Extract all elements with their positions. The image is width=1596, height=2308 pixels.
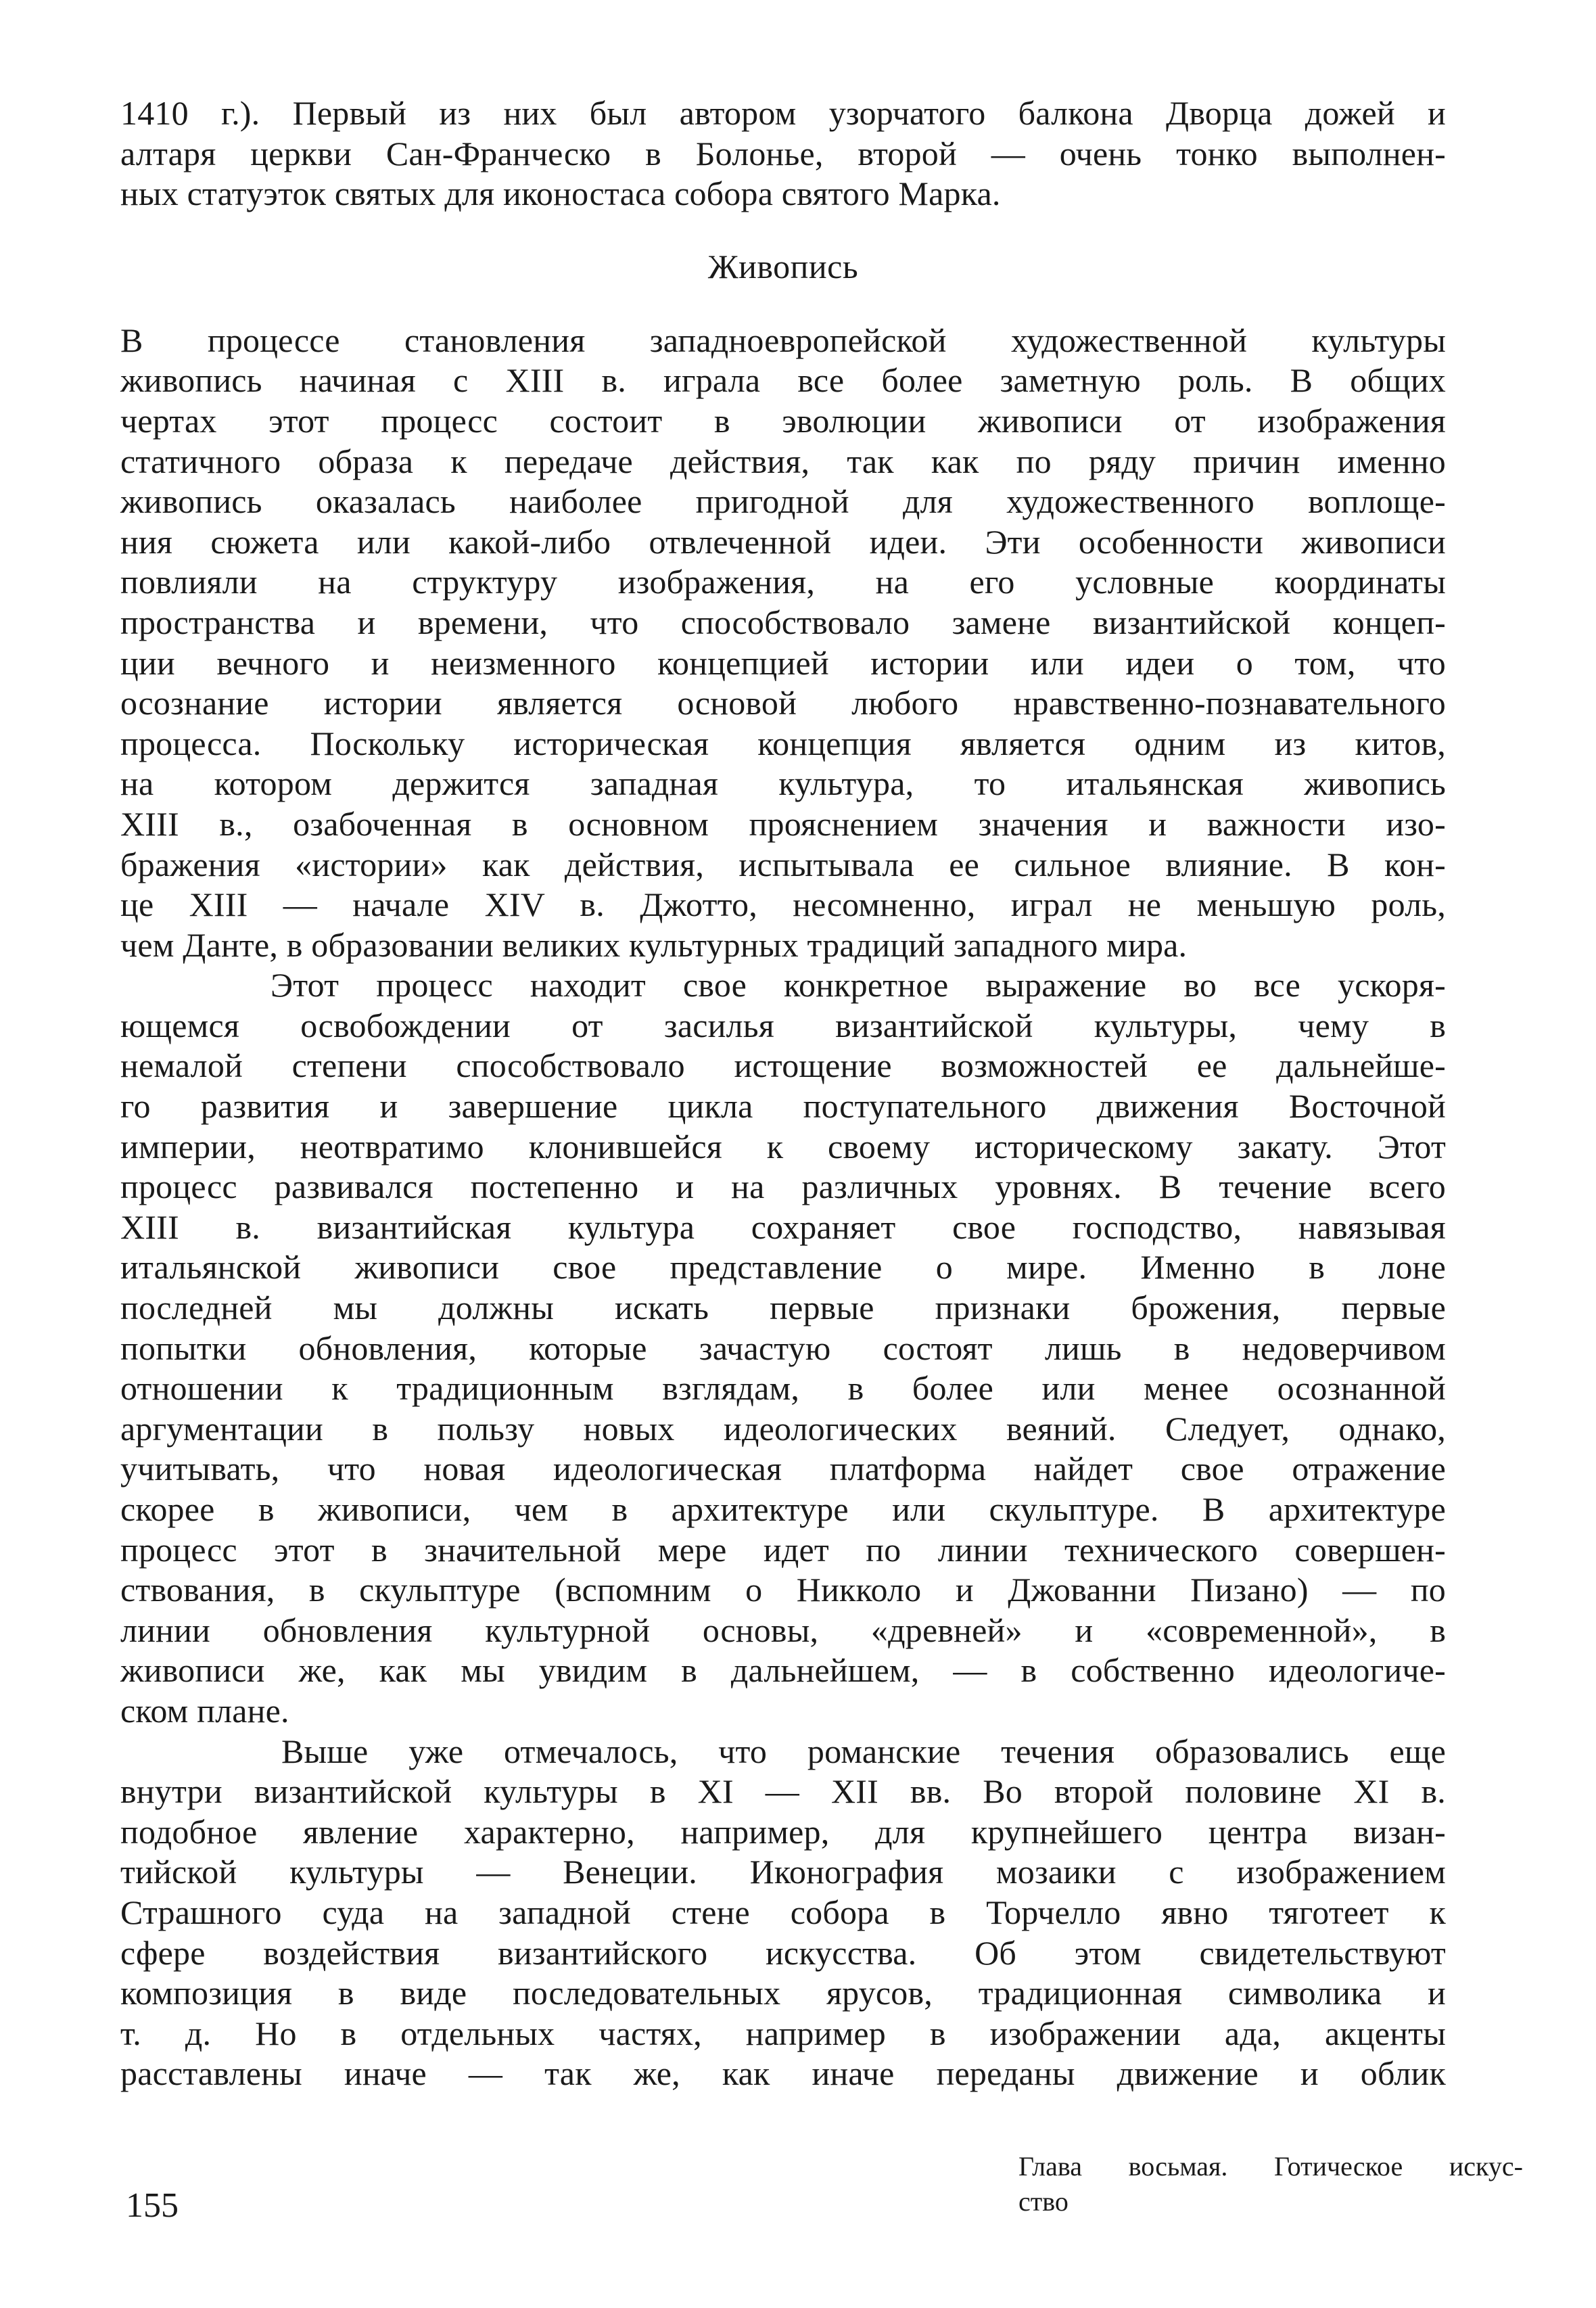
text-line: последней мы должны искать первые признаки брожения, первые: [120, 1289, 1446, 1327]
text-line: империи, неотвратимо клонившейся к своему историческому закату. Этот: [120, 1127, 1446, 1165]
text-line: Страшного суда на западной стене собора в Торчелло явно тяготеет к: [120, 1893, 1446, 1931]
text-line: линии обновления культурной основы, «древней» и «современной», в: [120, 1611, 1446, 1649]
text-line: скорее в живописи, чем в архитектуре или скульптуре. В архитектуре: [120, 1490, 1446, 1528]
text-line: учитывать, что новая идеологическая платформа найдет свое отражение: [120, 1450, 1446, 1488]
text-line: XIII в., озабоченная в основном прояснением значения и важности изо-: [120, 804, 1446, 843]
page-body: [120, 93, 1446, 2094]
section-heading: Живопись: [707, 247, 859, 285]
text-line: композиция в виде последовательных ярусов, традиционная символика и: [120, 1974, 1446, 2012]
paragraph-3: [120, 1732, 1446, 2094]
paragraph-2: [120, 965, 1446, 1731]
text-line: Этот процесс находит свое конкретное выражение во все ускоря-: [271, 966, 1446, 1005]
text-line: отношении к традиционным взглядам, в более или менее осознанной: [120, 1369, 1446, 1408]
text-line: статичного образа к передаче действия, так как по ряду причин именно: [120, 442, 1446, 480]
text-line: ния сюжета или какой-либо отвлеченной идеи. Эти особенности живописи: [120, 522, 1446, 561]
text-line: ции вечного и неизменного концепцией истории или идеи о том, что: [120, 643, 1446, 682]
text-line: го развития и завершение цикла поступательного движения Восточной: [120, 1087, 1446, 1126]
text-line: ствования, в скульптуре (вспомним о Никколо и Джованни Пизано) — по: [120, 1571, 1446, 1609]
text-line: живопись начиная с XIII в. играла все более заметную роль. В общих: [120, 361, 1446, 400]
running-title-line: ство: [1018, 2186, 1069, 2217]
text-line: попытки обновления, которые зачастую состоят лишь в недоверчивом: [120, 1329, 1446, 1367]
text-line: процесса. Поскольку историческая концепция является одним из китов,: [120, 724, 1446, 762]
text-line: Выше уже отмечалось, что романские течения образовались еще: [281, 1732, 1446, 1770]
page-number: 155: [126, 2186, 179, 2225]
text-line: тийской культуры — Венеции. Иконография мозаики с изображением: [120, 1853, 1446, 1891]
text-line: 1410 г.). Первый из них был автором узорчатого балкона Дворца дожей и: [120, 94, 1446, 132]
text-line: расставлены иначе — так же, как иначе переданы движение и облик: [120, 2054, 1446, 2093]
text-line: пространства и времени, что способствовало замене византийской концеп-: [120, 603, 1446, 641]
text-line: повлияли на структуру изображения, на его условные координаты: [120, 563, 1446, 601]
text-line: ющемся освобождении от засилья византийской культуры, чему в: [120, 1006, 1446, 1044]
text-line: живописи же, как мы увидим в дальнейшем, — в собственно идеологиче-: [120, 1651, 1446, 1690]
text-line: В процессе становления западноевропейской художественной культуры: [120, 321, 1446, 359]
text-line: немалой степени способствовало истощение возможностей ее дальнейше-: [120, 1046, 1446, 1085]
text-line: на котором держится западная культура, то итальянская живопись: [120, 764, 1446, 803]
text-line: сфере воздействия византийского искусства. Об этом свидетельствуют: [120, 1933, 1446, 1972]
text-line: чем Данте, в образовании великих культурных традиций западного мира.: [120, 925, 1188, 964]
text-line: алтаря церкви Сан-Франческо в Болонье, второй — очень тонко выполнен-: [120, 134, 1446, 172]
running-title-line: Глава восьмая. Готическое искус-: [1018, 2151, 1523, 2182]
intro-paragraph: [120, 93, 1446, 214]
text-line: це XIII — начале XIV в. Джотто, несомненно, играл не меньшую роль,: [120, 885, 1446, 924]
text-line: итальянской живописи свое представление о мире. Именно в лоне: [120, 1248, 1446, 1287]
text-line: бражения «истории» как действия, испытывала ее сильное влияние. В кон-: [120, 845, 1446, 883]
paragraph-1: [120, 321, 1446, 966]
text-line: процесс развивался постепенно и на различных уровнях. В течение всего: [120, 1168, 1446, 1206]
text-line: внутри византийской культуры в XI — XII вв. Во второй половине XI в.: [120, 1772, 1446, 1811]
running-footer: [1018, 2149, 1523, 2219]
text-line: живопись оказалась наиболее пригодной для художественного воплоще-: [120, 482, 1446, 521]
text-line: осознание истории является основой любого нравственно-познавательного: [120, 684, 1446, 722]
text-line: аргументации в пользу новых идеологических веяний. Следует, однако,: [120, 1409, 1446, 1448]
text-line: т. д. Но в отдельных частях, например в изображении ада, акценты: [120, 2014, 1446, 2052]
text-line: ных статуэток святых для иконостаса собора святого Марка.: [120, 175, 1001, 213]
text-line: чертах этот процесс состоит в эволюции живописи от изображения: [120, 401, 1446, 440]
text-line: процесс этот в значительной мере идет по линии технического совершен-: [120, 1530, 1446, 1569]
text-line: XIII в. византийская культура сохраняет свое господство, навязывая: [120, 1207, 1446, 1246]
text-line: подобное явление характерно, например, для крупнейшего центра визан-: [120, 1812, 1446, 1851]
text-line: ском плане.: [120, 1691, 289, 1730]
